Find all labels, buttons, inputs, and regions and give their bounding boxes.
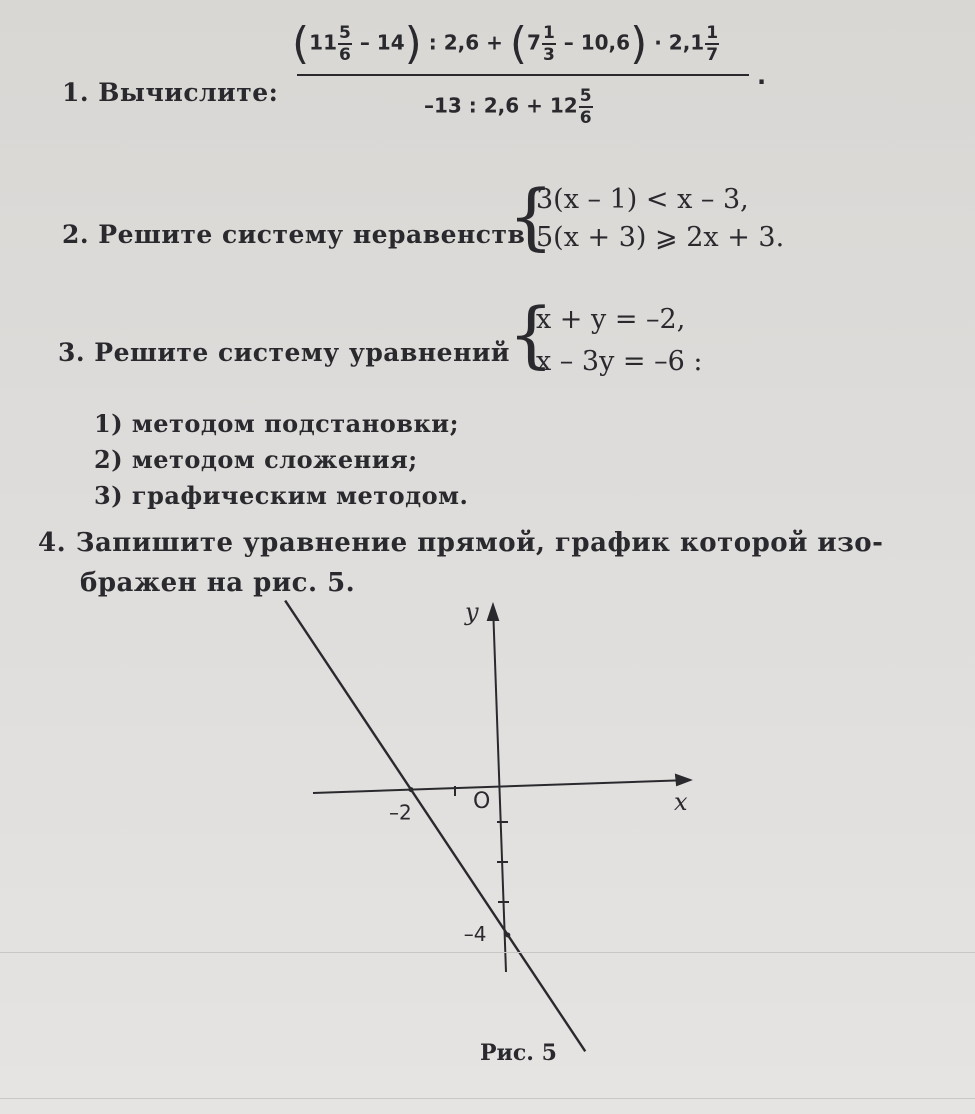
fraction-denominator: 6 xyxy=(579,108,592,128)
line-point xyxy=(409,787,414,792)
line-point xyxy=(505,933,510,938)
paren-close: ) xyxy=(404,18,422,69)
fraction-numerator: 5 xyxy=(579,86,592,106)
mixed-whole: 11 xyxy=(309,30,338,55)
inequality-line-1: 3(x – 1) < x – 3, xyxy=(536,184,749,215)
operator: · 2,1 xyxy=(654,30,705,55)
inequality-line-2: 5(x + 3) ⩾ 2x + 3. xyxy=(536,222,785,253)
term: – 14 xyxy=(359,30,405,55)
paren-close: ) xyxy=(630,18,648,69)
x-axis-label: x xyxy=(674,788,688,816)
fraction-denominator: 6 xyxy=(339,45,351,65)
task-4-line-1: 4. Запишите уравнение прямой, график которой изо- xyxy=(38,528,884,558)
fraction-denominator: 7 xyxy=(706,45,719,65)
paren-open: ( xyxy=(509,18,528,69)
mixed-whole: 7 xyxy=(527,30,541,55)
x-axis-arrow xyxy=(676,775,690,785)
caption: Рис. 5 xyxy=(480,1040,557,1066)
system-brace: { xyxy=(508,174,554,258)
tick-label: –4 xyxy=(463,922,487,946)
term: – 10,6 xyxy=(563,30,631,55)
paren-open: ( xyxy=(292,18,310,69)
fraction-denominator: 3 xyxy=(542,45,555,65)
operator: : 2,6 + xyxy=(428,30,503,55)
fraction-numerator: 1 xyxy=(542,23,555,43)
equation-line-1: x + y = –2, xyxy=(536,304,686,335)
task-1-label: 1. Вычислите: xyxy=(62,78,279,107)
y-axis-arrow xyxy=(488,605,498,620)
origin-label: O xyxy=(473,789,491,814)
method-item: 1) методом подстановки; xyxy=(94,409,459,438)
page-divider xyxy=(0,1098,975,1099)
equation-line-2: x – 3y = –6 : xyxy=(536,346,703,377)
denominator-text: –13 : 2,6 + 12 xyxy=(424,93,578,118)
graph-line xyxy=(285,601,585,1052)
task-2-label: 2. Решите систему неравенств xyxy=(62,220,526,249)
x-axis xyxy=(313,780,690,793)
fraction-numerator: 1 xyxy=(706,23,719,43)
y-axis-label: y xyxy=(465,598,479,626)
system-brace: { xyxy=(508,292,554,376)
end-dot: . xyxy=(757,62,767,90)
method-item: 2) методом сложения; xyxy=(94,445,418,474)
page-divider xyxy=(0,952,975,953)
task-4-line-2: бражен на рис. 5. xyxy=(80,568,356,598)
tick-label: –2 xyxy=(389,800,412,825)
fraction-numerator: 5 xyxy=(339,23,351,43)
method-item: 3) графическим методом. xyxy=(94,481,469,510)
task-3-label: 3. Решите систему уравнений xyxy=(58,338,510,367)
